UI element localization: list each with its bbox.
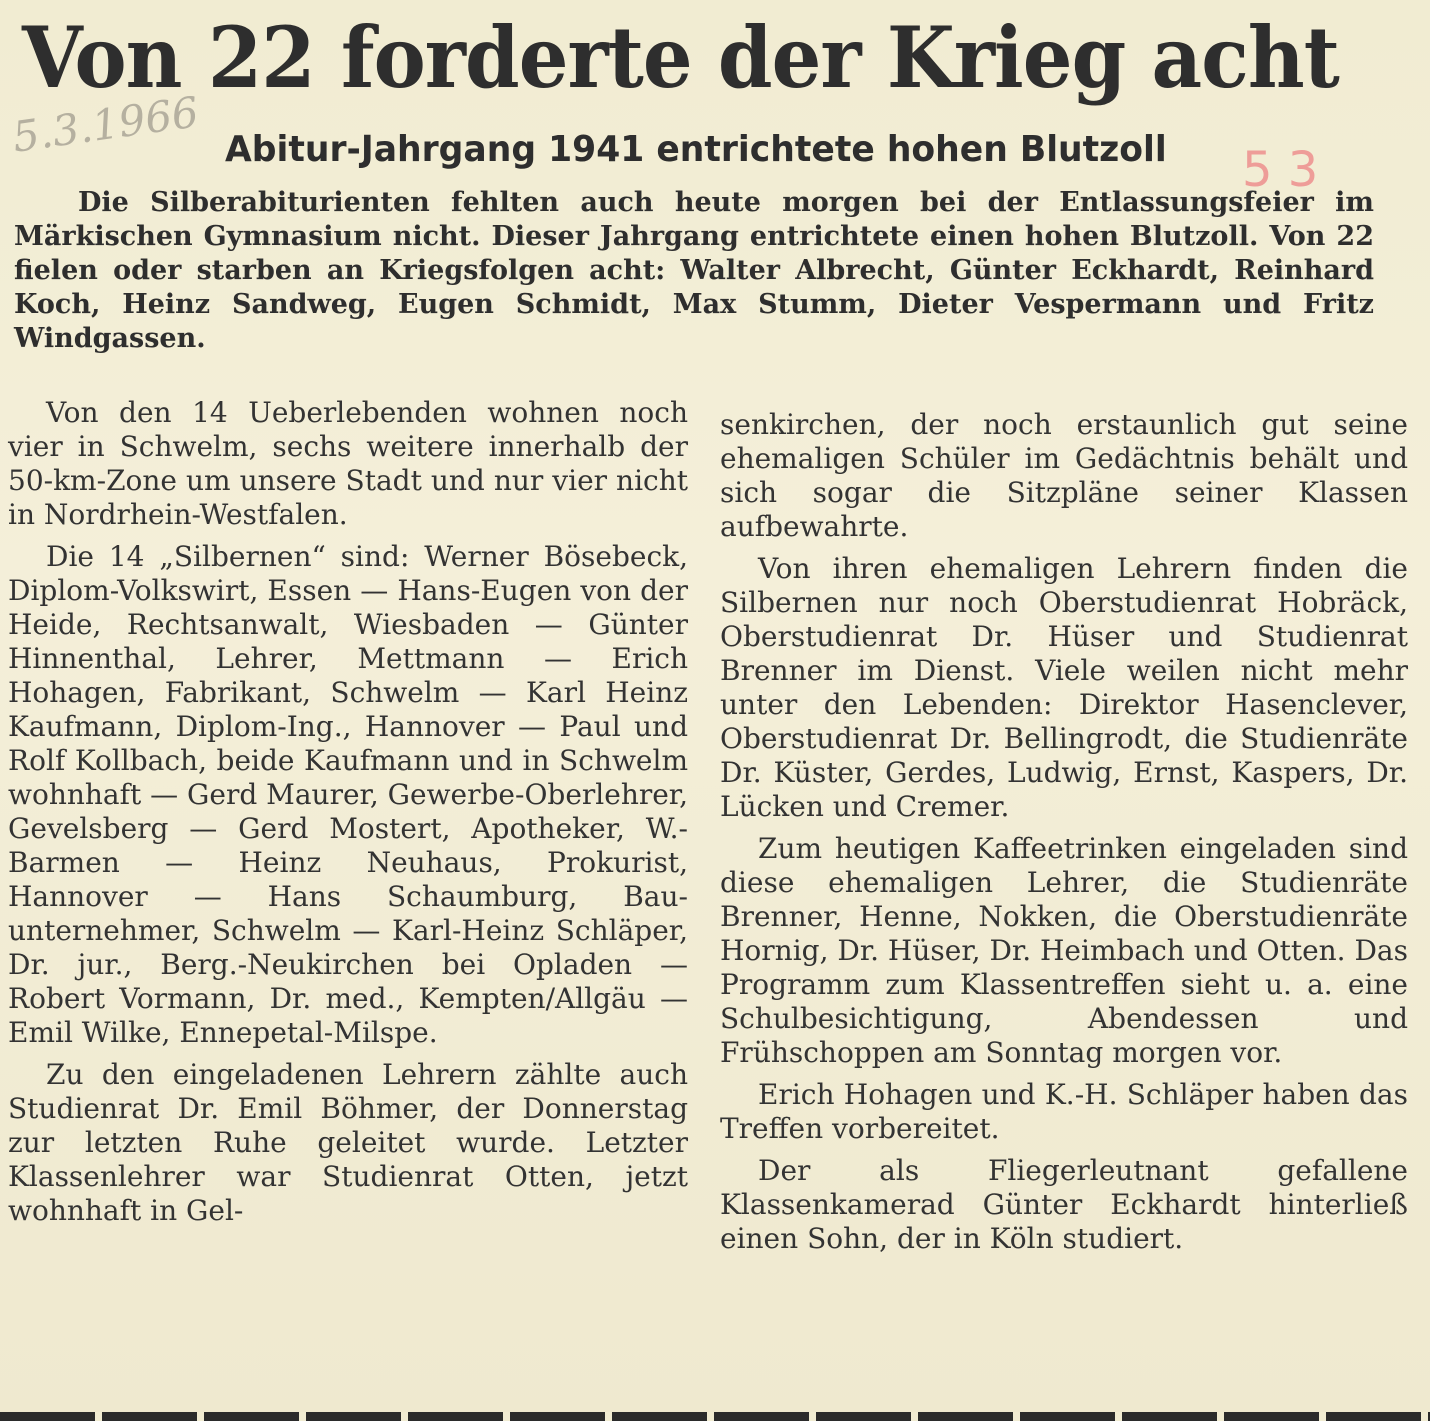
paragraph-continuation: senkirchen, der noch erstaunlich gut seine ehemaligen Schüler im Gedächtnis behält und sich sogar die Sitzpläne seiner Klassen aufbewahrte. xyxy=(720,408,1408,543)
red-pencil-mark: 5 3 xyxy=(1242,142,1319,198)
paragraph: Der als Fliegerleutnant gefallene Klassenkamerad Günter Eckhardt hinterließ einen Sohn, der in Köln studiert. xyxy=(720,1154,1408,1255)
subheadline: Abitur-Jahrgang 1941 entrichtete hohen Blutzoll xyxy=(225,129,1167,170)
handwritten-date: 5.3.1966 xyxy=(9,87,202,162)
paragraph: Die 14 „Silbernen“ sind: Werner Bösebeck, Diplom-Volkswirt, Essen — Hans-Eugen von der Heide, Rechtsanwalt, Wiesbaden — Günter Hinnenthal, Lehrer, Mettmann — Erich Hohagen, Fabrikant, Schwelm — Karl Heinz Kaufmann, Diplom-Ing., Hannover — Paul und Rolf Kollbach, beide Kaufmann und in Schwelm wohnhaft — Gerd Maurer, Gewerbe-Oberlehrer, Gevelsberg — Gerd Mostert, Apotheker, W.-Barmen — Heinz Neuhaus, Prokurist, Hannover — Hans Schaumburg, Bauunternehmer, Schwelm — Karl-Heinz Schläper, Dr. jur., Berg.-Neukirchen bei Opladen — Robert Vormann, Dr. med., Kempten/Allgäu — Emil Wilke, Ennepetal-Milspe. xyxy=(8,540,689,1049)
paragraph: Zum heutigen Kaffeetrinken eingeladen sind diese ehemaligen Lehrer, die Studienräte Brenner, Henne, Nokken, die Oberstudienräte Hornig, Dr. Hüser, Dr. Heimbach und Otten. Das Programm zum Klassentreffen sieht u. a. eine Schulbesichtigung, Abendessen und Frühschoppen am Sonntag morgen vor. xyxy=(720,832,1408,1069)
bottom-rule xyxy=(0,1412,1430,1421)
left-column xyxy=(8,396,688,1236)
headline: Von 22 forderte der Krieg acht xyxy=(22,8,1339,107)
paragraph: Von ihren ehemaligen Lehrern finden die Silbernen nur noch Oberstudienrat Hobräck, Oberstudienrat Dr. Hüser und Studienrat Brenner im Dienst. Viele weilen nicht mehr unter den Lebenden: Direktor Hasenclever, Oberstudienrat Dr. Bellingrodt, die Studienräte Dr. Küster, Gerdes, Ludwig, Ernst, Kaspers, Dr. Lücken und Cremer. xyxy=(720,552,1408,823)
paragraph: Zu den eingeladenen Lehrern zählte auch Studienrat Dr. Emil Böhmer, der Donnerstag zur letzten Ruhe geleitet wurde. Letzter Klassenlehrer war Studienrat Otten, jetzt wohnhaft in Gel- xyxy=(8,1058,688,1227)
right-column xyxy=(720,408,1408,1264)
paragraph: Von den 14 Ueberlebenden wohnen noch vier in Schwelm, sechs weitere innerhalb der 50-km-Zone um unsere Stadt und nur vier nicht in Nordrhein-Westfalen. xyxy=(8,396,688,531)
paragraph: Erich Hohagen und K.-H. Schläper haben das Treffen vorbereitet. xyxy=(720,1078,1408,1145)
lead-paragraph: Die Silberabiturienten fehlten auch heute morgen bei der Entlassungsfeier im Märkischen Gymnasium nicht. Dieser Jahrgang entrichtete einen hohen Blutzoll. Von 22 fielen oder starben an Kriegsfolgen acht: Walter Albrecht, Günter Eckhardt, Reinhard Koch, Heinz Sandweg, Eugen Schmidt, Max Stumm, Dieter Vespermann und Fritz Windgassen. xyxy=(14,187,1374,354)
